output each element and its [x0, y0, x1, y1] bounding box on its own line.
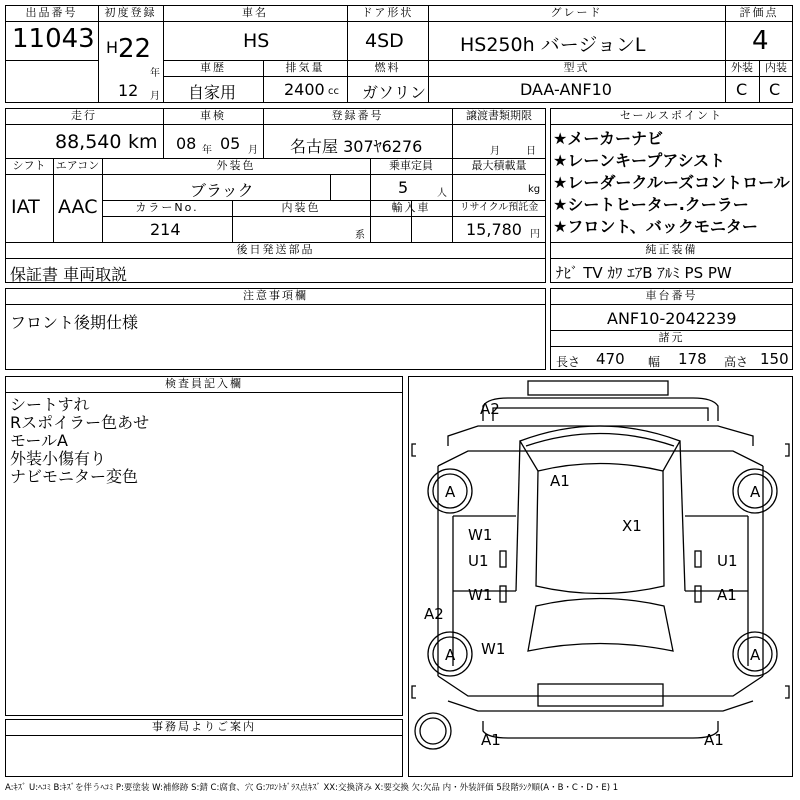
- damage-mark: A1: [550, 472, 570, 490]
- sales-points-list: [553, 128, 790, 238]
- model-code: DAA-ANF10: [520, 80, 612, 99]
- damage-mark: W1: [481, 640, 506, 658]
- ext-color-label: 外装色: [216, 159, 256, 172]
- max-load-unit: kg: [528, 184, 541, 195]
- ac: AAC: [58, 196, 98, 218]
- sales-point: ★メーカーナビ: [553, 129, 664, 148]
- fuel: ガソリン: [362, 83, 427, 102]
- recycle-unit: 円: [530, 229, 540, 240]
- office-label: 事務局よりご案内: [152, 720, 256, 733]
- model-label: 型式: [563, 61, 590, 74]
- later-parts: 保証書 車両取説: [10, 265, 128, 284]
- score: 4: [752, 26, 769, 56]
- int-color-unit: 系: [355, 230, 365, 241]
- damage-mark: A1: [704, 731, 724, 749]
- damage-mark: W1: [468, 526, 493, 544]
- later-parts-label: 後日発送部品: [236, 243, 315, 256]
- inspector-label: 検査員記入欄: [165, 377, 243, 390]
- damage-mark: A: [445, 483, 456, 501]
- damage-mark: W1: [468, 586, 493, 604]
- color-no: 214: [150, 220, 181, 239]
- capacity-unit: 人: [437, 188, 447, 199]
- sales-points-label: セールスポイント: [619, 109, 723, 122]
- fuel-label: 燃料: [374, 61, 401, 74]
- first-reg-label: 初度登録: [104, 6, 157, 19]
- sales-point: ★レーダークルーズコントロール: [553, 173, 790, 192]
- inspector-note: モールA: [10, 431, 68, 450]
- transfer-day: 日: [526, 146, 536, 157]
- damage-mark: A1: [717, 586, 737, 604]
- car-name: HS: [243, 30, 270, 52]
- exterior-grade: C: [736, 80, 748, 99]
- length-label: 長さ: [556, 355, 581, 369]
- damage-mark: X1: [622, 517, 642, 535]
- equipment-label: 純正装備: [645, 243, 698, 256]
- inspector-note: ナビモニター変色: [10, 467, 139, 486]
- dims-label: 諸元: [658, 331, 685, 344]
- inspector-note: 外装小傷有り: [10, 449, 107, 468]
- damage-mark: U1: [468, 552, 489, 570]
- reg-month-unit: 月: [150, 91, 160, 102]
- lot-label: 出品番号: [25, 6, 78, 19]
- max-load-label: 最大積載量: [471, 159, 527, 172]
- inspection-month-unit: 月: [248, 145, 258, 156]
- transfer-month: 月: [490, 146, 500, 157]
- chassis-number: ANF10-2042239: [607, 309, 737, 328]
- grade: HS250h バージョンL: [460, 34, 646, 56]
- legend-footer: A:ｷｽﾞ U:ﾍｺﾐ B:ｷｽﾞを伴うﾍｺﾐ P:要塗装 W:補修跡 S:錆 C:腐食、穴 G:ﾌﾛﾝﾄｶﾞﾗｽ点ｷｽﾞ XX:交換済み X:要交換 欠:欠品 内・外装評価 5段階ﾗﾝｸ順(A・B・C・D・E) 1: [5, 783, 619, 793]
- inspection-label: 車検: [200, 109, 226, 122]
- exterior-label: 外装: [731, 61, 753, 74]
- recycle-label: リサイクル預託金: [459, 202, 539, 213]
- car-name-label: 車名: [242, 6, 268, 19]
- height-label: 高さ: [724, 355, 749, 369]
- car-outline-diagram: [408, 376, 793, 777]
- damage-mark: A: [445, 646, 456, 664]
- mileage-unit: km: [128, 131, 158, 153]
- reg-number: 名古屋 307ﾔ6276: [290, 137, 423, 156]
- inspection-month: 05: [220, 134, 241, 153]
- damage-mark: U1: [717, 552, 738, 570]
- shift: IAT: [11, 196, 40, 218]
- notes-label: 注意事項欄: [243, 289, 308, 302]
- door-label: ドア形状: [361, 6, 414, 19]
- damage-mark: A1: [481, 731, 501, 749]
- reg-year: 22: [118, 34, 152, 64]
- transfer-label: 譲渡書類期限: [466, 109, 532, 122]
- reg-era: H: [106, 38, 119, 57]
- inspection-year: 08: [176, 134, 197, 153]
- sales-point: ★シートヒーター.クーラー: [553, 195, 749, 214]
- damage-mark: A: [750, 483, 761, 501]
- history-label: 車歴: [200, 61, 226, 74]
- reg-number-label: 登録番号: [331, 109, 384, 122]
- reg-year-unit: 年: [150, 68, 160, 79]
- inspector-note: Rスポイラー色あせ: [10, 413, 150, 432]
- color-no-label: カラーNo.: [135, 201, 199, 214]
- damage-mark: A: [750, 646, 761, 664]
- grade-label: グレード: [550, 6, 603, 19]
- mileage: 88,540: [55, 131, 122, 153]
- displacement-label: 排気量: [285, 61, 325, 74]
- reg-month: 12: [118, 81, 139, 100]
- ext-color: ブラック: [190, 181, 254, 200]
- door-type: 4SD: [365, 30, 404, 52]
- inspection-year-unit: 年: [202, 145, 212, 156]
- capacity: 5: [398, 178, 409, 197]
- length: 470: [596, 350, 625, 368]
- capacity-label: 乗車定員: [389, 159, 433, 172]
- width-label: 幅: [648, 355, 661, 369]
- notes-text: フロント後期仕様: [10, 313, 139, 332]
- recycle-fee: 15,780: [466, 220, 522, 239]
- interior-label: 内装: [765, 61, 787, 74]
- sales-point: ★フロント、バックモニター: [553, 217, 758, 236]
- equipment: ﾅﾋﾞ TV ｶﾜ ｴｱB ｱﾙﾐ PS PW: [556, 264, 732, 282]
- displacement: 2400: [284, 80, 325, 99]
- damage-mark: A2: [424, 605, 444, 623]
- import-label: 輸入車: [391, 201, 431, 214]
- chassis-label: 車台番号: [645, 289, 698, 302]
- lot-number: 11043: [12, 24, 95, 54]
- score-label: 評価点: [739, 6, 779, 19]
- interior-grade: C: [769, 80, 781, 99]
- damage-mark: A2: [480, 400, 500, 418]
- ac-label: エアコン: [55, 159, 100, 172]
- mileage-label: 走行: [71, 109, 97, 122]
- sales-point: ★レーンキープアシスト: [553, 151, 726, 170]
- inspector-note: シートすれ: [10, 395, 90, 414]
- width: 178: [678, 350, 707, 368]
- height: 150: [760, 350, 789, 368]
- inspector-notes: [10, 396, 149, 486]
- shift-label: シフト: [12, 159, 46, 172]
- int-color-label: 内装色: [281, 201, 321, 214]
- displacement-unit: cc: [328, 86, 339, 97]
- history: 自家用: [188, 83, 237, 102]
